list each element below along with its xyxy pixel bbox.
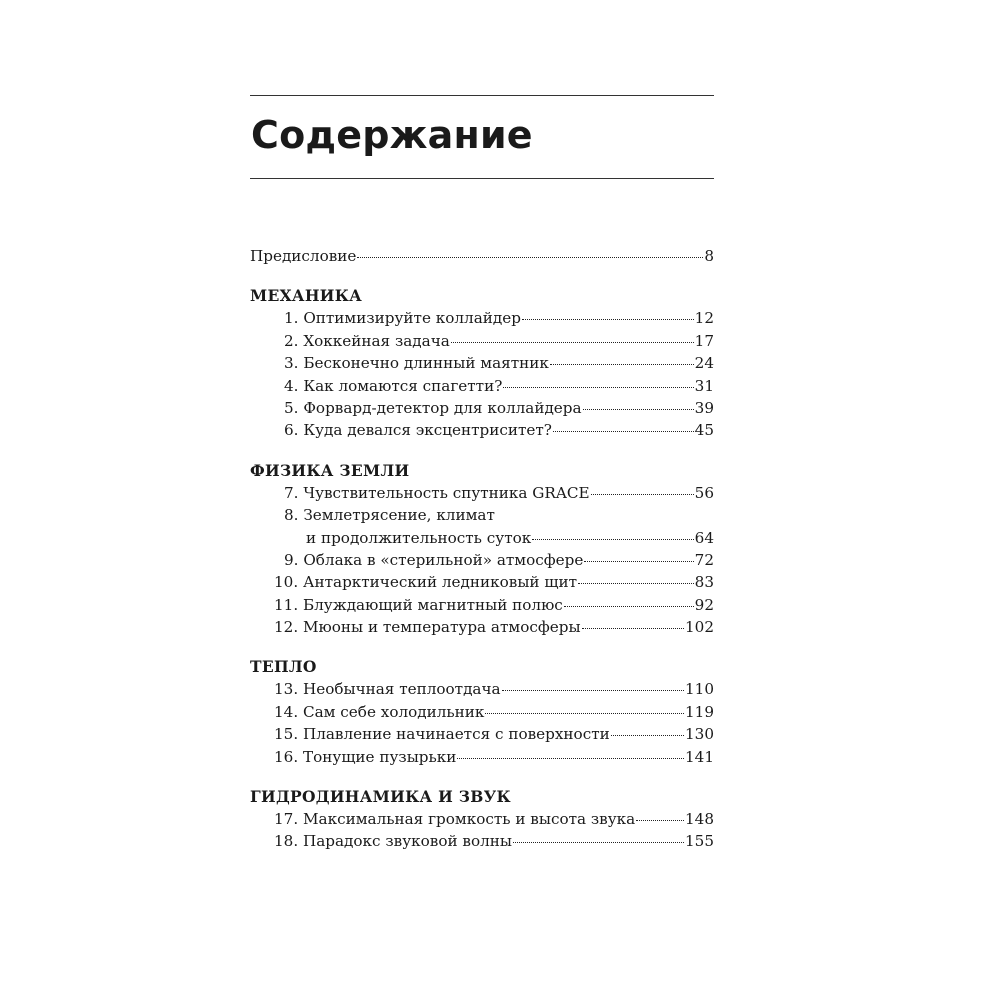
entry-title: Бесконечно длинный маятник — [303, 354, 549, 373]
entry-title: Необычная теплоотдача — [302, 680, 501, 699]
top-rule — [250, 95, 714, 96]
entry-title: Предисловие — [250, 247, 357, 265]
entry-number: 4. — [284, 376, 299, 395]
dot-leader — [564, 596, 694, 607]
entry-number: 14. — [274, 702, 299, 721]
dot-leader — [550, 354, 694, 365]
toc-entry[interactable] — [250, 375, 714, 397]
toc-entry[interactable] — [250, 330, 714, 352]
entry-number: 8. — [284, 506, 299, 525]
section-heading: ТЕПЛО — [250, 657, 317, 677]
entry-number: 6. — [284, 421, 299, 440]
dot-leader — [591, 484, 694, 495]
entry-number: 18. — [274, 832, 299, 851]
toc-entry[interactable] — [250, 678, 714, 700]
dot-leader — [583, 399, 694, 410]
toc-entry[interactable] — [250, 594, 714, 616]
entry-number: 3. — [284, 354, 299, 373]
toc-entry[interactable] — [250, 830, 714, 852]
toc-entry[interactable] — [250, 482, 714, 504]
entry-title: Форвард-детектор для коллайдера — [303, 398, 582, 417]
entry-page: 92 — [694, 595, 714, 614]
contents-page — [250, 95, 714, 853]
toc-entry[interactable] — [250, 352, 714, 374]
entry-number: 13. — [274, 680, 299, 699]
entry-page: 12 — [694, 309, 714, 328]
entry-title: и продолжительность суток — [306, 528, 532, 547]
entry-page: 102 — [685, 618, 714, 637]
entry-page: 155 — [685, 832, 714, 851]
entry-title: Сам себе холодильник — [302, 702, 485, 721]
entry-page: 64 — [694, 528, 714, 547]
entry-title: Оптимизируйте коллайдер — [303, 309, 521, 328]
toc-entry[interactable] — [250, 808, 714, 830]
toc-entry[interactable] — [250, 746, 714, 768]
entry-title: Как ломаются спагетти? — [303, 376, 503, 395]
entry-title: Плавление начинается с поверхности — [302, 725, 610, 744]
entry-number: 15. — [274, 725, 299, 744]
entry-number: 17. — [274, 810, 299, 829]
entry-title: Тонущие пузырьки — [302, 747, 457, 766]
entry-title: Чувствительность спутника GRACE — [303, 483, 590, 502]
toc-entry[interactable] — [250, 571, 714, 593]
entry-page: 39 — [694, 398, 714, 417]
entry-number: 5. — [284, 398, 299, 417]
entry-page: 24 — [694, 354, 714, 373]
dot-leader — [522, 309, 694, 320]
entry-page: 119 — [685, 702, 714, 721]
toc-entry[interactable] — [250, 616, 714, 638]
toc-entry[interactable] — [250, 549, 714, 571]
dot-leader — [636, 810, 684, 821]
bottom-rule — [250, 178, 714, 179]
entry-number: 11. — [274, 595, 299, 614]
toc-entry-first-line[interactable] — [250, 504, 714, 526]
dot-leader — [553, 421, 694, 432]
dot-leader — [451, 332, 694, 343]
table-of-contents — [250, 245, 714, 853]
entry-page: 17 — [694, 331, 714, 350]
entry-title: Мюоны и температура атмосферы — [302, 618, 581, 637]
entry-page: 83 — [694, 573, 714, 592]
entry-title: Блуждающий магнитный полюс — [302, 595, 563, 614]
dot-leader — [611, 725, 684, 736]
section-heading: ФИЗИКА ЗЕМЛИ — [250, 460, 410, 480]
dot-leader — [457, 748, 684, 759]
toc-entry[interactable] — [250, 701, 714, 723]
entry-title: Облака в «стерильной» атмосфере — [303, 550, 584, 569]
toc-entry[interactable] — [250, 419, 714, 441]
entry-page: 148 — [685, 810, 714, 829]
entry-page: 110 — [685, 680, 714, 699]
dot-leader — [532, 529, 693, 540]
dot-leader — [357, 247, 703, 258]
dot-leader — [582, 618, 684, 629]
entry-page: 72 — [694, 550, 714, 569]
entry-title: Хоккейная задача — [303, 331, 450, 350]
entry-number: 12. — [274, 618, 299, 637]
entry-page: 130 — [685, 725, 714, 744]
toc-entry[interactable] — [250, 307, 714, 329]
entry-number: 10. — [274, 573, 299, 592]
page-title: Содержание — [251, 113, 533, 157]
dot-leader — [584, 551, 693, 562]
entry-number: 1. — [284, 309, 299, 328]
entry-number: 2. — [284, 331, 299, 350]
dot-leader — [578, 573, 694, 584]
entry-page: 31 — [694, 376, 714, 395]
entry-page: 8 — [704, 247, 714, 265]
section-heading: ГИДРОДИНАМИКА И ЗВУК — [250, 787, 511, 807]
entry-page: 141 — [685, 747, 714, 766]
entry-page: 56 — [694, 483, 714, 502]
dot-leader — [502, 680, 684, 691]
toc-entry-preface[interactable] — [250, 245, 714, 267]
entry-number: 16. — [274, 747, 299, 766]
toc-entry[interactable] — [250, 397, 714, 419]
dot-leader — [503, 377, 693, 388]
entry-title: Парадокс звуковой волны — [302, 832, 512, 851]
entry-page: 45 — [694, 421, 714, 440]
dot-leader — [485, 703, 684, 714]
entry-number: 7. — [284, 483, 299, 502]
entry-title: Антарктический ледниковый щит — [302, 573, 578, 592]
toc-entry[interactable] — [250, 723, 714, 745]
entry-title: Куда девался эксцентриситет? — [303, 421, 552, 440]
dot-leader — [513, 832, 684, 843]
entry-title-line1: Землетрясение, климат — [303, 506, 495, 525]
entry-title: Максимальная громкость и высота звука — [302, 810, 636, 829]
section-heading: МЕХАНИКА — [250, 286, 363, 306]
toc-entry[interactable] — [250, 527, 714, 549]
entry-number: 9. — [284, 550, 299, 569]
